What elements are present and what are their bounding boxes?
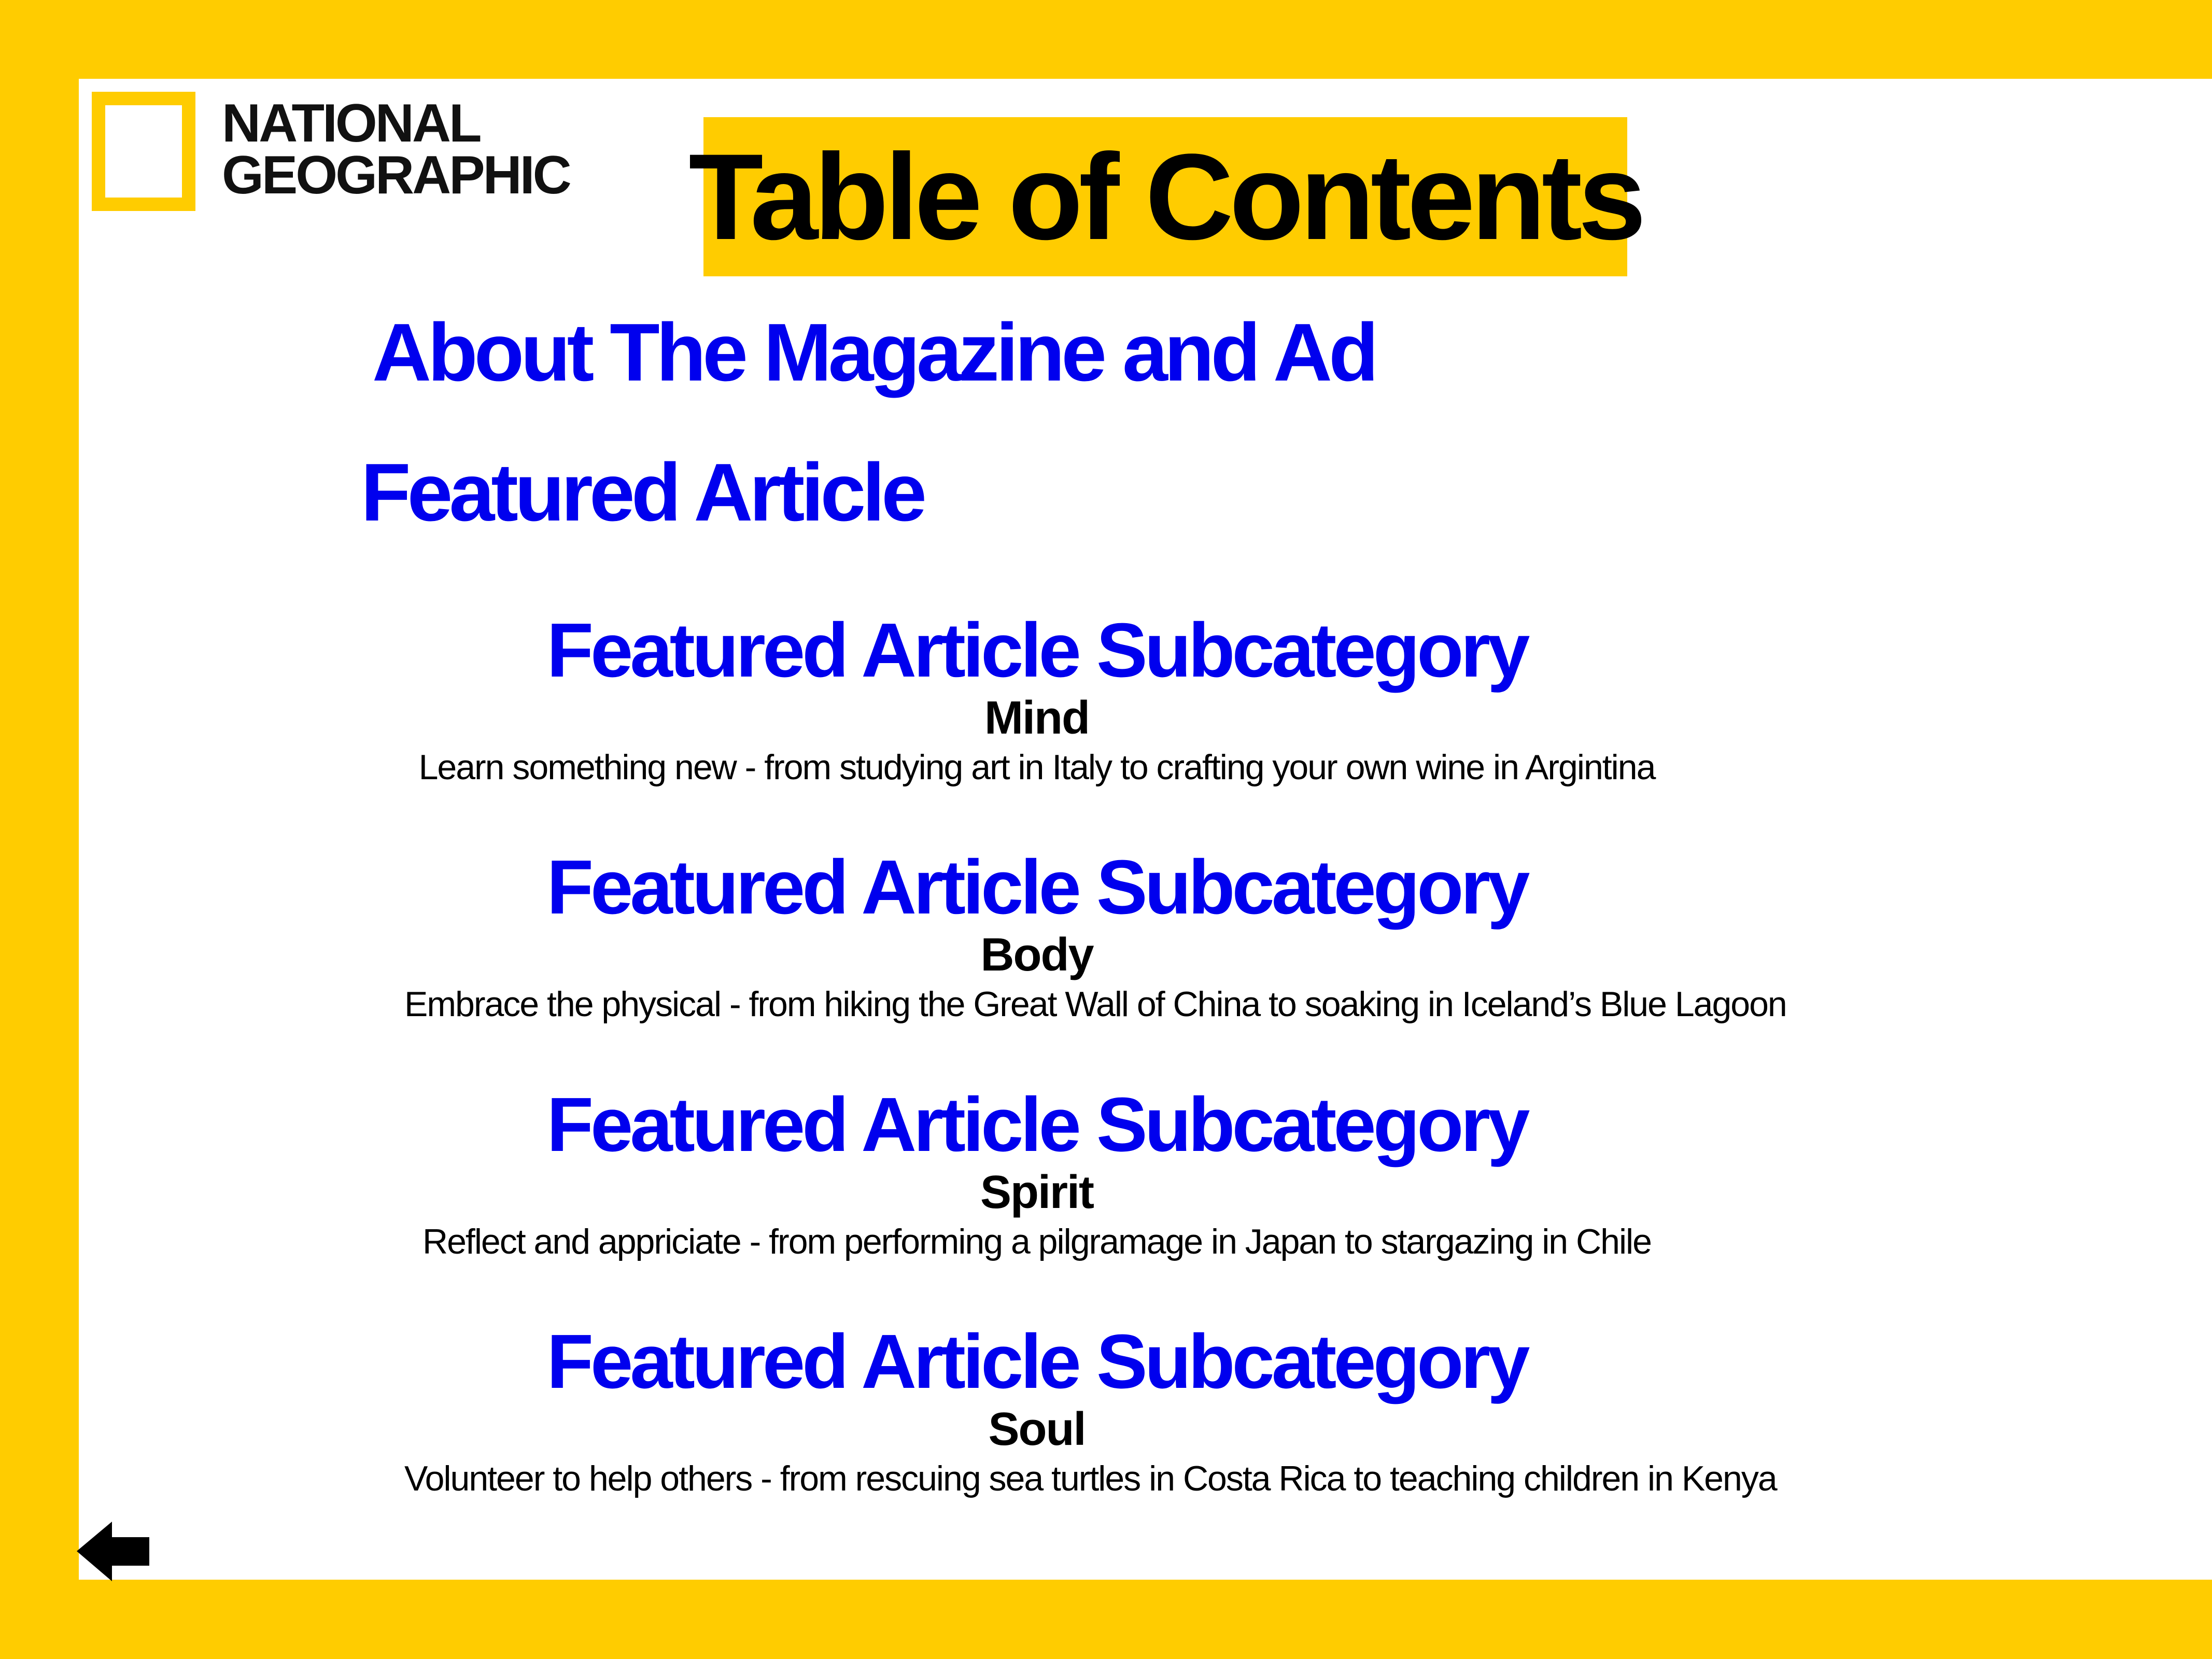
subcategory-link-soul[interactable]: Featured Article Subcategory — [546, 1319, 1527, 1404]
page-title: Table of Contents — [688, 128, 1642, 265]
subcategory-description: Volunteer to help others - from rescuing sea turtles in Costa Rica to teaching children in Kenya — [404, 1459, 1777, 1498]
page-title-banner — [688, 117, 1642, 276]
subcategory-link-spirit[interactable]: Featured Article Subcategory — [546, 1082, 1527, 1168]
subcategory-description: Reflect and appriciate - from performing a pilgramage in Japan to stargazing in Chile — [422, 1222, 1651, 1261]
back-arrow-icon[interactable] — [77, 1522, 149, 1581]
subcategory-description: Learn something new - from studying art in Italy to crafting your own wine in Argintina — [418, 748, 1655, 787]
subcategory-link-mind[interactable]: Featured Article Subcategory — [546, 608, 1527, 693]
subcategory-link-body[interactable]: Featured Article Subcategory — [546, 845, 1527, 930]
subcategory-body — [404, 845, 1786, 1028]
logo-line-2: GEOGRAPHIC — [222, 145, 570, 205]
about-magazine-link[interactable]: About The Magazine and Ad — [372, 307, 1375, 398]
logo-line-1: NATIONAL — [222, 93, 480, 153]
featured-article-link[interactable]: Featured Article — [361, 447, 924, 538]
subcategory-name: Body — [980, 929, 1093, 981]
logo-wordmark — [222, 93, 570, 205]
subcategory-soul — [404, 1319, 1777, 1502]
subcategory-name: Soul — [988, 1403, 1086, 1455]
subcategory-description: Embrace the physical - from hiking the Great Wall of China to soaking in Iceland’s Blue Lagoon — [404, 985, 1786, 1024]
subcategory-name: Spirit — [980, 1166, 1093, 1218]
subcategory-spirit — [404, 1084, 1669, 1265]
subcategory-mind — [404, 609, 1669, 791]
nat-geo-logo-icon — [92, 92, 195, 211]
subcategory-name: Mind — [984, 692, 1089, 744]
